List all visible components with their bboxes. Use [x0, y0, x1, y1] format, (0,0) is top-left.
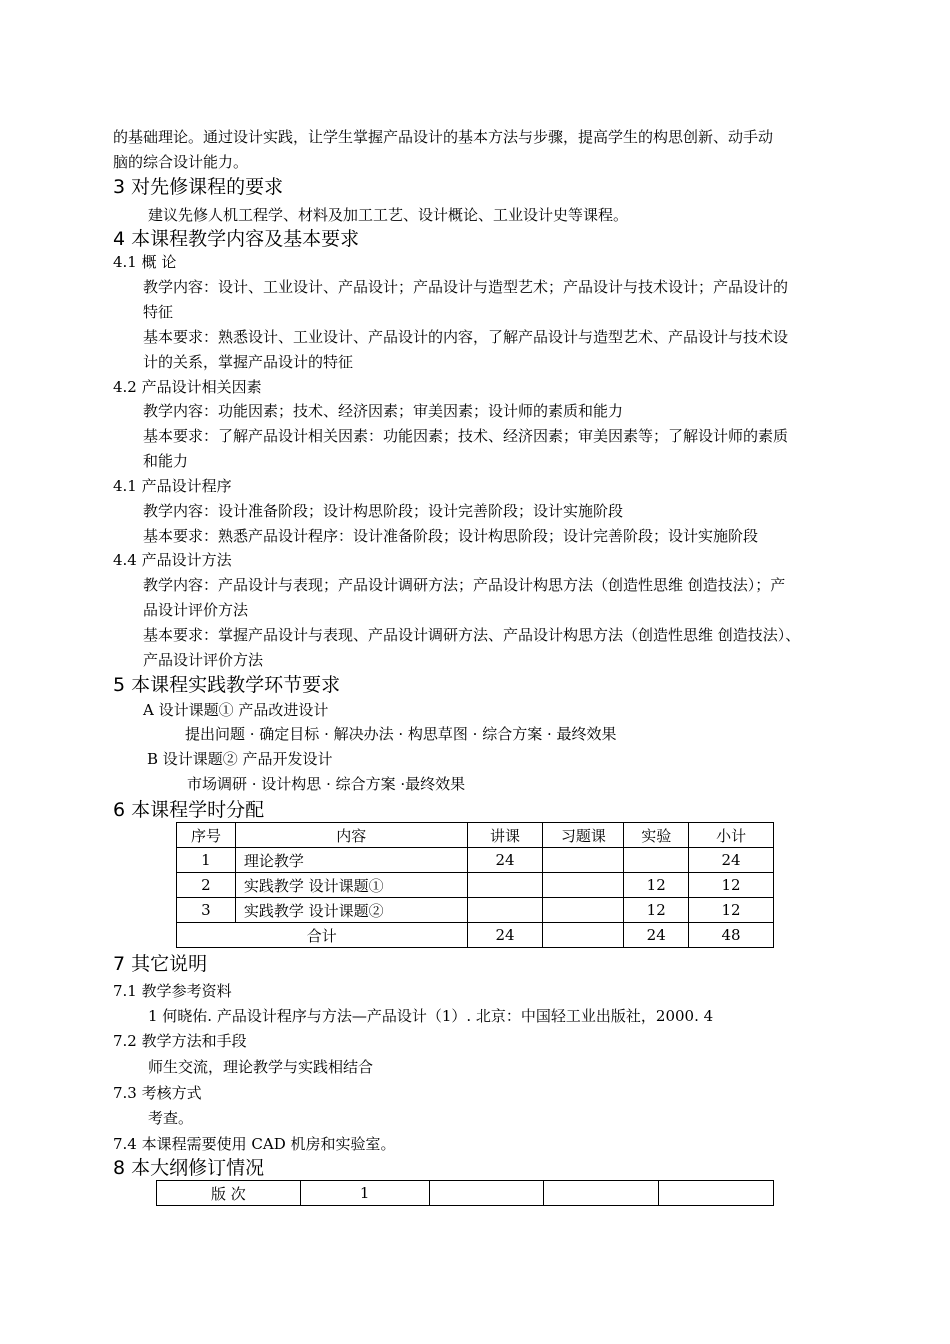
table-cell — [429, 1181, 544, 1206]
section-4-3-req: 基本要求：熟悉产品设计程序：设计准备阶段；设计构思阶段；设计完善阶段；设计实施阶段 — [143, 527, 759, 545]
table-row — [177, 848, 774, 873]
table-cell: 12 — [624, 898, 689, 923]
table-cell: 实践教学 设计课题① — [235, 873, 467, 898]
table-cell: 12 — [689, 873, 774, 898]
table-cell: 24 — [467, 848, 543, 873]
table-header-row — [177, 823, 774, 848]
table-cell — [624, 848, 689, 873]
section-4-2-req-2: 和能力 — [143, 452, 189, 470]
section-4-1-content-1: 教学内容：设计、工业设计、产品设计；产品设计与造型艺术；产品设计与技术设计；产品设计的 — [143, 278, 789, 296]
section-4-4-req-1: 基本要求：掌握产品设计与表现、产品设计调研方法、产品设计构思方法（创造性思维 创造技法）、 — [143, 626, 801, 644]
section-4-heading: 4 本课程教学内容及基本要求 — [113, 228, 360, 250]
design-task-b-steps: 市场调研 · 设计构思 · 综合方案 ·最终效果 — [187, 775, 466, 793]
table-cell: 2 — [177, 873, 236, 898]
table-cell — [659, 1181, 774, 1206]
section-7-2-text: 师生交流，理论教学与实践相结合 — [148, 1058, 374, 1076]
section-4-3-content: 教学内容：设计准备阶段；设计构思阶段；设计完善阶段；设计实施阶段 — [143, 502, 624, 520]
table-cell — [543, 873, 624, 898]
version-label: 版 次 — [157, 1181, 301, 1206]
table-header-cell: 讲课 — [467, 823, 543, 848]
table-cell — [543, 923, 624, 948]
table-cell: 1 — [300, 1181, 429, 1206]
table-row — [157, 1181, 774, 1206]
table-cell: 24 — [689, 848, 774, 873]
revision-table — [156, 1180, 774, 1206]
design-task-a-title: A 设计课题① 产品改进设计 — [143, 701, 329, 719]
table-total-row — [177, 923, 774, 948]
table-cell — [467, 873, 543, 898]
section-7-2-heading: 7.2 教学方法和手段 — [113, 1032, 247, 1050]
reference-item: 1 何晓佑. 产品设计程序与方法—产品设计（1）. 北京：中国轻工业出版社，2000. 4 — [148, 1007, 714, 1025]
intro-line-1: 的基础理论。通过设计实践，让学生掌握产品设计的基本方法与步骤，提高学生的构思创新、动手动 — [113, 128, 774, 146]
intro-line-2: 脑的综合设计能力。 — [113, 153, 249, 171]
table-header-cell: 内容 — [235, 823, 467, 848]
section-4-1-req-1: 基本要求：熟悉设计、工业设计、产品设计的内容，了解产品设计与造型艺术、产品设计与技术设 — [143, 328, 789, 346]
table-cell: 24 — [624, 923, 689, 948]
table-header-cell: 习题课 — [543, 823, 624, 848]
design-task-b-title: B 设计课题② 产品开发设计 — [147, 750, 333, 768]
table-header-cell: 小计 — [689, 823, 774, 848]
section-6-heading: 6 本课程学时分配 — [113, 799, 265, 821]
table-cell: 1 — [177, 848, 236, 873]
section-7-3-heading: 7.3 考核方式 — [113, 1084, 202, 1102]
table-cell: 48 — [689, 923, 774, 948]
table-row — [177, 873, 774, 898]
section-4-1-req-2: 计的关系，掌握产品设计的特征 — [143, 353, 354, 371]
section-4-1-heading: 4.1 概 论 — [113, 253, 177, 271]
table-cell — [467, 898, 543, 923]
section-4-1-content-2: 特征 — [143, 303, 174, 321]
section-4-2-content: 教学内容：功能因素；技术、经济因素；审美因素；设计师的素质和能力 — [143, 402, 624, 420]
table-total-label: 合计 — [177, 923, 468, 948]
table-cell — [543, 898, 624, 923]
table-cell: 12 — [689, 898, 774, 923]
section-7-3-text: 考查。 — [148, 1109, 194, 1127]
section-4-4-content-2: 品设计评价方法 — [143, 601, 249, 619]
table-header-cell: 序号 — [177, 823, 236, 848]
table-cell: 24 — [467, 923, 543, 948]
section-4-4-content-1: 教学内容：产品设计与表现；产品设计调研方法；产品设计构思方法（创造性思维 创造技法）；产 — [143, 576, 786, 594]
section-3-heading: 3 对先修课程的要求 — [113, 176, 284, 198]
table-cell — [543, 848, 624, 873]
section-7-heading: 7 其它说明 — [113, 953, 208, 975]
design-task-a-steps: 提出问题 · 确定目标 · 解决办法 · 构思草图 · 综合方案 · 最终效果 — [185, 725, 617, 743]
table-cell: 理论教学 — [235, 848, 467, 873]
table-cell: 实践教学 设计课题② — [235, 898, 467, 923]
section-7-1-heading: 7.1 教学参考资料 — [113, 982, 232, 1000]
section-4-2-req-1: 基本要求：了解产品设计相关因素：功能因素；技术、经济因素；审美因素等；了解设计师的素质 — [143, 427, 789, 445]
table-header-cell: 实验 — [624, 823, 689, 848]
section-4-2-heading: 4.2 产品设计相关因素 — [113, 378, 262, 396]
section-3-text: 建议先修人机工程学、材料及加工工艺、设计概论、工业设计史等课程。 — [148, 206, 629, 224]
table-row — [177, 898, 774, 923]
table-cell — [544, 1181, 659, 1206]
section-7-4-text: 7.4 本课程需要使用 CAD 机房和实验室。 — [113, 1135, 396, 1153]
table-cell: 3 — [177, 898, 236, 923]
section-5-heading: 5 本课程实践教学环节要求 — [113, 674, 341, 696]
section-4-4-heading: 4.4 产品设计方法 — [113, 551, 232, 569]
section-4-3-heading: 4.1 产品设计程序 — [113, 477, 232, 495]
table-cell: 12 — [624, 873, 689, 898]
section-4-4-req-2: 产品设计评价方法 — [143, 651, 264, 669]
section-8-heading: 8 本大纲修订情况 — [113, 1157, 265, 1179]
hours-table — [176, 822, 774, 948]
